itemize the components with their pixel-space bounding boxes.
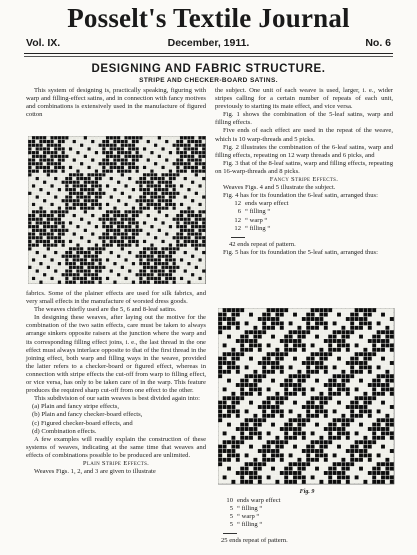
table-row: 6 “ filling “ <box>237 208 271 216</box>
table-row: 10 ends warp effect <box>226 497 281 504</box>
issue-line <box>26 37 391 51</box>
table-row: 5 “ filling “ <box>229 505 263 513</box>
effects-list <box>32 403 206 435</box>
right-column-bottom <box>215 497 393 546</box>
issue-date: December, 1911. <box>167 37 250 49</box>
paragraph: fabrics. Some of the plainer effects are used for silk fabrics, and very small effects in the manufacture of worsted dress goods. <box>26 290 206 306</box>
header-rule <box>24 53 393 54</box>
weave-figure-top <box>28 136 206 284</box>
paragraph: Fig. 5 has for its foundation the 5-leaf satin, arranged thus: <box>223 248 378 256</box>
table-sum-rule <box>221 529 393 537</box>
table-row: 5 “ filling “ <box>229 521 263 529</box>
list-item: (b) Plain and fancy checker-board effects, <box>32 411 143 419</box>
header-rule-thin <box>24 56 393 57</box>
left-column-top <box>26 87 206 119</box>
paragraph: A few examples will readily explain the construction of these systems of weaves, indicating at the same time that weaves and effects of combinations possible to be produced are unlimited. <box>26 435 206 459</box>
arrangement-table-2 <box>221 497 393 546</box>
weave-figure-9 <box>218 308 396 486</box>
paragraph: Fig. 1 shows the combination of the 5-leaf satins, warp and filling effects. <box>215 111 393 127</box>
article-subtitle: STRIPE AND CHECKER-BOARD SATINS. <box>139 77 278 84</box>
paragraph: Five ends of each effect are used in the repeat of the weave, which is 10 warp-threads and 5 picks. <box>215 127 393 143</box>
paragraph: Fig. 3 that of the 8-leaf satins, warp and filling effects, repeating on 16-warp-threads and 8 picks. <box>215 159 393 175</box>
issue-number: No. 6 <box>365 37 391 49</box>
figure-caption: Fig. 9 <box>299 489 315 495</box>
section-heading: Plain Stripe Effects. <box>82 459 150 467</box>
paragraph: Weaves Figs. 4 and 5 illustrate the subject. <box>223 184 336 192</box>
paragraph: Fig. 2 illustrates the combination of the 6-leaf satins, warp and filling effects, repeating on 12 warp threads and 6 picks, and <box>215 143 393 159</box>
arrangement-table-1 <box>229 200 393 249</box>
paragraph: The weaves chiefly used are the 5, 6 and 8-leaf satins. <box>34 306 177 314</box>
table-row: 12 “ warp “ <box>234 216 268 224</box>
list-item: (a) Plain and fancy stripe effects, <box>32 403 120 411</box>
table-row: 12 ends warp effect <box>234 200 289 208</box>
volume-label: Vol. IX. <box>26 37 61 49</box>
list-item: (c) Figured checker-board effects, and <box>32 419 133 427</box>
table-total: 42 ends repeat of pattern. <box>229 240 296 248</box>
paragraph: Fig. 4 has for its foundation the 6-leaf satin, arranged thus: <box>223 192 378 200</box>
right-column-top <box>215 87 393 257</box>
table-total: 25 ends repeat of pattern. <box>221 537 288 545</box>
table-sum-rule <box>229 233 393 241</box>
paragraph: This system of designing is, practically speaking, figuring with warp and filling-effect satins, and in connection with fancy motives and combinations is extensively used in the manufacture of figured cotton <box>26 87 206 119</box>
paragraph: the subject. One unit of each weave is used, larger, i. e., wider stripes calling for a certain number of repeats of each unit, previously to starting its mate effect, and vice versa. <box>215 87 393 111</box>
section-heading: Fancy Stripe Effects. <box>269 176 339 184</box>
paragraph: This subdivision of our satin weaves is best divided again into: <box>34 395 200 403</box>
paragraph: In designing these weaves, after laying out the motive for the combination of the two satin effects, care must be taken to always arrange sinkers opposite raisers at the junction where the warp and its corresponding filling effect joins, i. e., the last thread in the one effect must always interlace opposite to that of the first thread in the joining effect, both warp and filling ways in the weave, provided the latter refers to a checker-board or figured effect, whereas in connection with stripe effects the cut-off from warp to filling effect, or vice versa, has only to be taken care of in the warp. This feature produces the required sharp cut-off from one effect to the other. <box>26 314 206 395</box>
article-title: DESIGNING AND FABRIC STRUCTURE. <box>91 63 326 75</box>
table-row: 12 “ filling “ <box>234 224 271 232</box>
paragraph: Weaves Figs. 1, 2, and 3 are given to illustrate <box>34 468 156 476</box>
left-column-bottom <box>26 290 206 476</box>
table-row: 5 “ warp “ <box>229 513 260 521</box>
list-item: (d) Combination effects. <box>32 427 97 435</box>
journal-title: Posselt's Textile Journal <box>67 3 350 33</box>
